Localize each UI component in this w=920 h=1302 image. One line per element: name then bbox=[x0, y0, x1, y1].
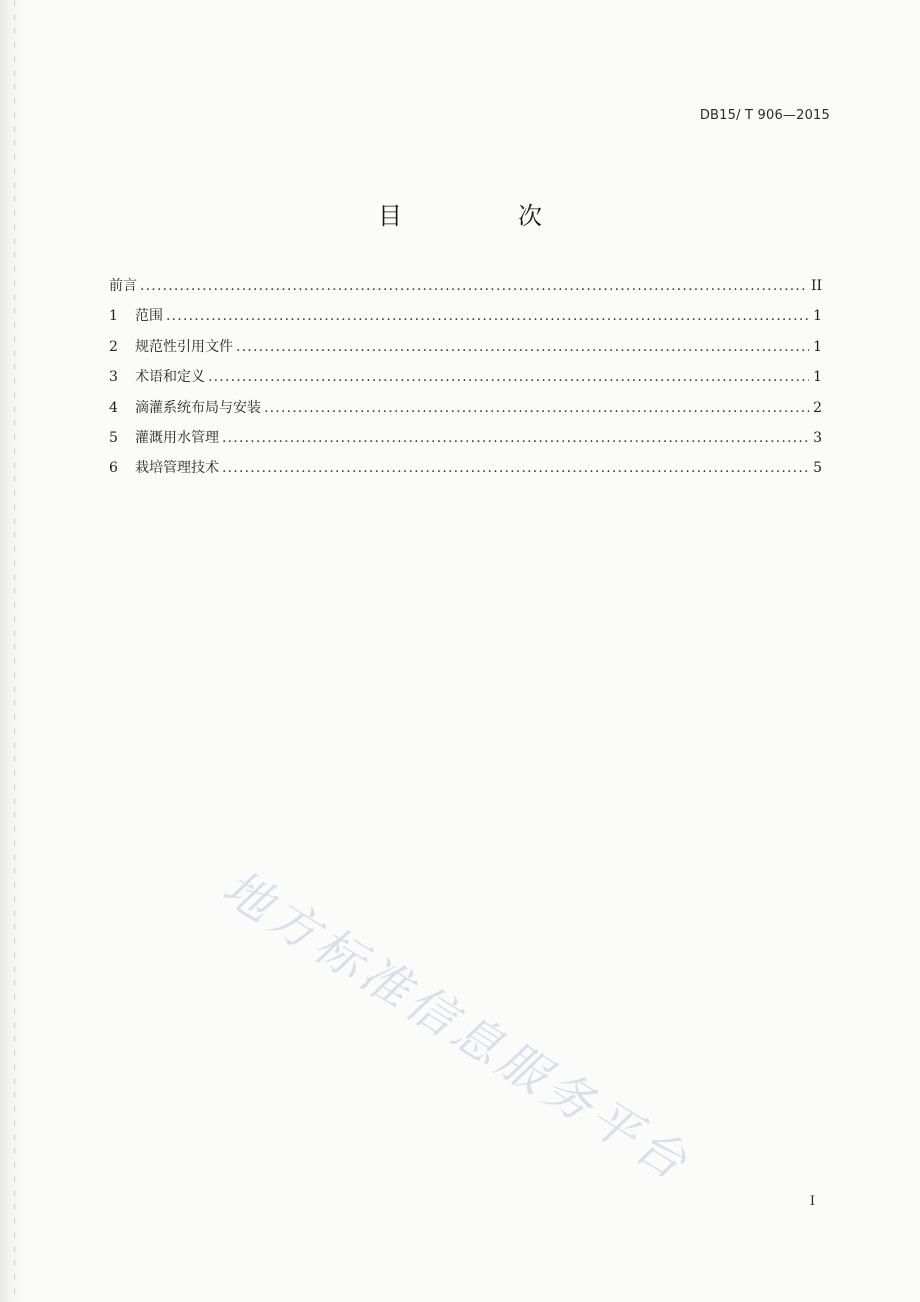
toc-entry-number: 2 bbox=[109, 338, 118, 355]
toc-entry-number: 1 bbox=[109, 308, 118, 325]
toc-entry-label: 范围 bbox=[135, 308, 163, 325]
toc-dot-leader bbox=[166, 306, 809, 326]
toc-entry-foreword[interactable] bbox=[109, 276, 822, 306]
toc-dot-leader bbox=[222, 428, 809, 448]
toc-entry-irrigation-water-management[interactable] bbox=[109, 428, 822, 458]
toc-entry-label: 术语和定义 bbox=[135, 369, 205, 386]
toc-dot-leader bbox=[140, 276, 808, 296]
toc-entry-page: 1 bbox=[813, 369, 822, 386]
toc-entry-terms-definitions[interactable] bbox=[109, 367, 822, 397]
toc-entry-drip-system-layout[interactable] bbox=[109, 398, 822, 428]
toc-entry-cultivation-management[interactable] bbox=[109, 458, 822, 488]
toc-entry-number: 5 bbox=[109, 429, 118, 446]
toc-entry-number: 6 bbox=[109, 460, 118, 477]
toc-entry-page: 5 bbox=[813, 460, 822, 477]
toc-entry-page: 3 bbox=[813, 429, 822, 446]
toc-entry-label: 滴灌系统布局与安装 bbox=[135, 399, 261, 416]
toc-entry-label: 灌溉用水管理 bbox=[135, 429, 219, 446]
platform-watermark: 地方标准信息服务平台 bbox=[212, 859, 701, 1194]
toc-dot-leader bbox=[222, 458, 809, 478]
toc-entry-label: 规范性引用文件 bbox=[135, 338, 233, 355]
toc-entry-page: II bbox=[810, 278, 822, 294]
toc-entry-page: 2 bbox=[813, 399, 822, 416]
toc-entry-label: 前言 bbox=[109, 278, 137, 294]
toc-dot-leader bbox=[236, 337, 809, 357]
toc-entry-normative-references[interactable] bbox=[109, 337, 822, 367]
page-number: I bbox=[809, 1194, 815, 1209]
toc-dot-leader bbox=[264, 398, 809, 418]
toc-entry-page: 1 bbox=[813, 338, 822, 355]
document-code: DB15/ T 906—2015 bbox=[699, 108, 830, 123]
toc-entry-number: 4 bbox=[109, 399, 118, 416]
toc-entry-label: 栽培管理技术 bbox=[135, 460, 219, 477]
toc-entry-number: 3 bbox=[109, 369, 118, 386]
toc-entry-scope[interactable] bbox=[109, 306, 822, 336]
toc-entry-page: 1 bbox=[813, 308, 822, 325]
toc-dot-leader bbox=[208, 367, 809, 387]
toc-title: 目 次 bbox=[378, 202, 588, 230]
table-of-contents bbox=[109, 276, 822, 489]
